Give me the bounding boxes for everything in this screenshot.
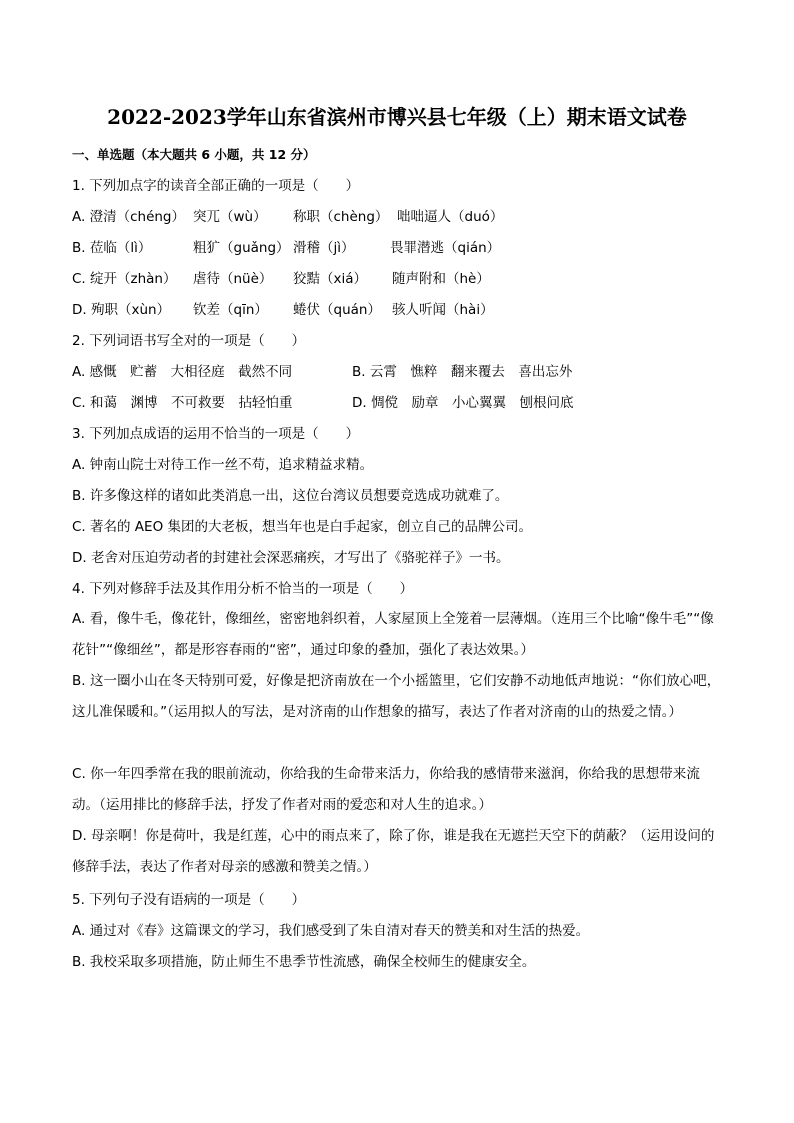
- option-label: C.: [72, 271, 91, 287]
- q2-option-a[interactable]: A. 感慨 贮蓄 大相径庭 截然不同: [72, 364, 293, 380]
- section-heading: 一、单选题（本大题共 6 小题，共 12 分）: [72, 147, 316, 162]
- q1-option-c[interactable]: [72, 269, 177, 289]
- q5-option-b[interactable]: B. 我校采取多项措施，防止师生不患季节性流感，确保全校师生的健康安全。: [72, 954, 536, 970]
- q1-option-b-item-4: 畏罪潜逃（qián）: [390, 240, 501, 256]
- q3-option-b[interactable]: B. 许多像这样的诸如此类消息一出，这位台湾议员想要竞选成功就难了。: [72, 488, 509, 504]
- option-item: 殉职（xùn）: [90, 302, 171, 318]
- option-label: B.: [72, 240, 90, 256]
- q1-option-b-item-2: 粗犷（guǎng）: [193, 240, 290, 256]
- q1-stem: 1. 下列加点字的读音全部正确的一项是（ ）: [72, 178, 360, 194]
- page-title: 2022-2023学年山东省滨州市博兴县七年级（上）期末语文试卷: [107, 105, 687, 129]
- q3-option-c[interactable]: C. 著名的 AEO 集团的大老板，想当年也是白手起家，创立自己的品牌公司。: [72, 519, 532, 535]
- q1-option-b[interactable]: [72, 238, 151, 258]
- q2-option-d[interactable]: D. 惆傥 励章 小心翼翼 刨根问底: [352, 395, 574, 411]
- q3-stem: 3. 下列加点成语的运用不恰当的一项是（ ）: [72, 426, 360, 442]
- q4-option-a[interactable]: A. 看，像牛毛，像花针，像细丝，密密地斜织着，人家屋顶上全笼着一层薄烟。（连用三个比喻“像牛毛”“像花针”“像细丝”，都是形容春雨的“密”，通过印象的叠加，强化了表达效果。）: [72, 611, 714, 658]
- q1-option-c-item-2: 虐待（nüè）: [193, 271, 273, 287]
- q1-option-b-item-3: 滑稽（jì）: [293, 240, 355, 256]
- q1-option-d-item-3: 蜷伏（quán）: [293, 302, 381, 318]
- q2-option-c[interactable]: C. 和蔼 渊博 不可救要 拈轻怕重: [72, 395, 293, 411]
- q4-stem: 4. 下列对修辞手法及其作用分析不恰当的一项是（ ）: [72, 581, 414, 597]
- q4-option-b[interactable]: B. 这一圈小山在冬天特别可爱，好像是把济南放在一个小摇篮里，它们安静不动地低声地说：“你们放心吧，这儿准保暖和。”（运用拟人的写法，是对济南的山作想象的描写，表达了作者对济南的山的热爱之情。）: [72, 673, 721, 720]
- q1-option-a-item-2: 突兀（wù）: [193, 209, 267, 225]
- q1-option-c-item-3: 狡黠（xiá）: [293, 271, 368, 287]
- q4-option-c[interactable]: C. 你一年四季常在我的眼前流动，你给我的生命带来活力，你给我的感情带来滋润，你给我的思想带来流动。（运用排比的修辞手法，抒发了作者对雨的爱恋和对人生的追求。）: [72, 766, 700, 813]
- q1-option-a[interactable]: [72, 207, 185, 227]
- q5-option-a[interactable]: A. 通过对《春》这篇课文的学习，我们感受到了朱自清对春天的赞美和对生活的热爱。: [72, 923, 590, 939]
- option-item: 澄清（chéng）: [89, 209, 186, 225]
- option-label: D.: [72, 302, 91, 318]
- option-item: 莅临（lì）: [89, 240, 152, 256]
- q5-stem: 5. 下列句子没有语病的一项是（ ）: [72, 892, 306, 908]
- option-label: A.: [72, 209, 90, 225]
- q1-option-d-item-4: 骇人听闻（hài）: [392, 302, 494, 318]
- q2-option-b[interactable]: B. 云霄 憔粹 翻来覆去 喜出忘外: [352, 364, 573, 380]
- q1-option-a-item-3: 称职（chèng）: [293, 209, 389, 225]
- option-item: 绽开（zhàn）: [90, 271, 177, 287]
- q3-option-d[interactable]: D. 老舍对压迫劳动者的封建社会深恶痛疾，才写出了《骆驼祥子》一书。: [72, 550, 510, 566]
- q3-option-a[interactable]: A. 钟南山院士对待工作一丝不苟，追求精益求精。: [72, 457, 374, 473]
- q4-option-d[interactable]: D. 母亲啊！你是荷叶，我是红莲，心中的雨点来了，除了你，谁是我在无遮拦天空下的荫蔽？（运用设问的修辞手法，表达了作者对母亲的感激和赞美之情。）: [72, 828, 715, 875]
- q1-option-c-item-4: 随声附和（hè）: [392, 271, 490, 287]
- q1-option-d-item-2: 钦差（qīn）: [193, 302, 268, 318]
- q1-option-a-item-4: 咄咄逼人（duó）: [397, 209, 504, 225]
- q2-stem: 2. 下列词语书写全对的一项是（ ）: [72, 333, 306, 349]
- q1-option-d[interactable]: [72, 300, 170, 320]
